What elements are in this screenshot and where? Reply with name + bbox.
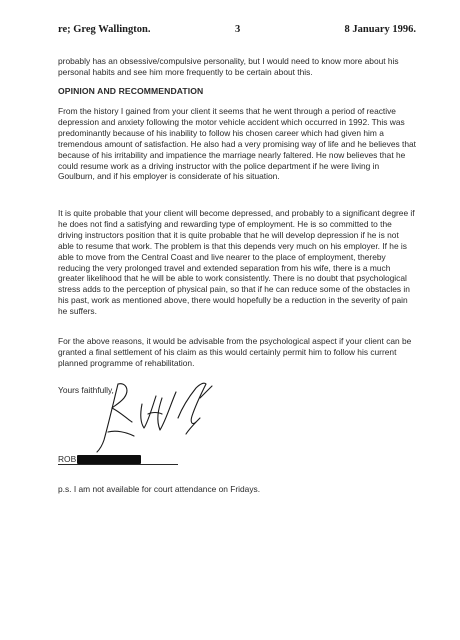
section-heading: OPINION AND RECOMMENDATION (58, 86, 204, 96)
header-date: 8 January 1996. (344, 24, 416, 35)
redaction-bar (77, 455, 141, 464)
postscript: p.s. I am not available for court attendance on Fridays. (58, 484, 261, 494)
signature-stroke (97, 384, 118, 452)
signature-underline (58, 464, 178, 465)
closing-salutation: Yours faithfully, (58, 385, 114, 395)
header-re-line: re; Greg Wallington. (58, 24, 151, 35)
signature-stroke (186, 418, 200, 434)
paragraph-recommendation: For the above reasons, it would be advisable from the psychological aspect if your client can be granted a final settlement of his claim as this would certainly permit him to follow his current planned programme of rehabilitation. (58, 336, 412, 368)
signature-stroke (112, 384, 132, 422)
signature-stroke (108, 431, 134, 436)
paragraph-continuation: probably has an obsessive/compulsive personality, but I would need to know more about his personal habits and see him more frequently to be certain about this. (58, 56, 399, 77)
signatory-first: ROB (58, 454, 77, 464)
handwritten-signature (96, 378, 226, 456)
page-header (58, 24, 416, 40)
signatory-name (58, 454, 141, 464)
signature-stroke (158, 392, 176, 430)
paragraph-prognosis: It is quite probable that your client will become depressed, and probably to a significant degree if he does not find a satisfying and rewarding type of employment. He is so committed to the driving instructors position that it is quite probable that he will develop depression if he is not able to resume that work. The problem is that this depends very much on his employer. If he is able to move from the Central Coast and live nearer to the place of employment, thereby reducing the very prolonged travel and extended separation from his wife, there is a much greater likelihood that he will be able to work consistently. There is no doubt that psychological stress adds to the perception of physical pain, so that if he can reduce some of the obstacles in his past, work as mentioned above, there would hopefully be a reduction in the severity of pain he suffers. (58, 208, 415, 317)
signature-stroke (178, 383, 206, 423)
paragraph-history: From the history I gained from your client it seems that he went through a period of reactive depression and anxiety following the motor vehicle accident which occurred in 1992. This was predominantly because of his inability to follow his chosen career which had given him a tremendous amount of satisfaction. He also had a very promising way of life and he believes that because of his irritability and impatience the marriage nearly faltered. He now believes that he could resume work as a driving instructor with the police department if he were living in Goulburn, and if his employer is considerate of his situation. (58, 106, 416, 182)
header-page-number: 3 (235, 24, 241, 35)
